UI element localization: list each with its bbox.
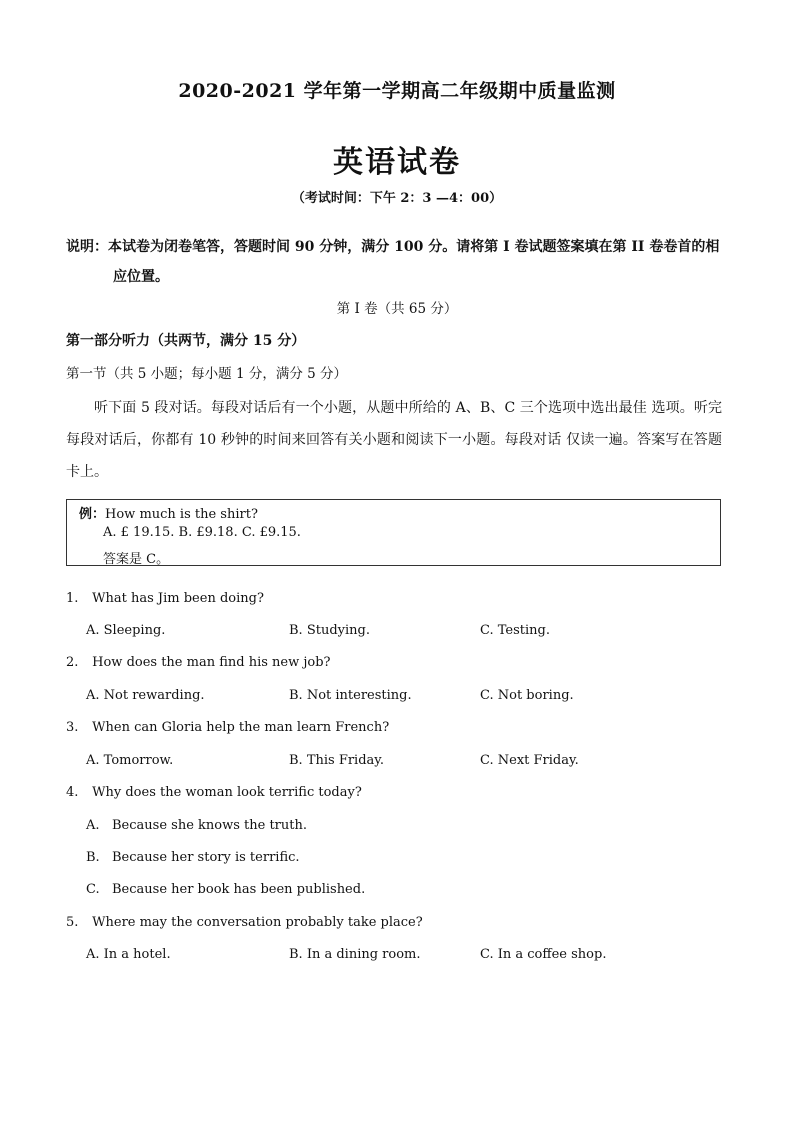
exam-time: （考试时间：下午 2：3 —4：00） xyxy=(291,191,503,206)
option-text: Because her story is terrific. xyxy=(112,850,300,865)
option-c[interactable] xyxy=(86,882,365,897)
option-c[interactable]: C. Next Friday. xyxy=(480,753,579,768)
question-number: 1. xyxy=(66,591,79,606)
part-heading: 第一部分听力（共两节，满分 15 分） xyxy=(66,333,306,349)
instructions xyxy=(66,232,726,292)
question-number: 2. xyxy=(66,655,79,670)
option-b[interactable] xyxy=(86,850,300,865)
option-a[interactable] xyxy=(86,818,307,833)
option-c[interactable]: C. Testing. xyxy=(480,623,550,638)
option-b[interactable]: B. Studying. xyxy=(289,623,370,638)
example-question-line xyxy=(79,503,258,522)
subject-title: 英语试卷 xyxy=(333,145,461,180)
question-text: Why does the woman look terrific today? xyxy=(92,785,362,800)
volume-heading: 第 I 卷（共 65 分） xyxy=(336,301,458,317)
option-letter: C. xyxy=(86,882,100,897)
question-5 xyxy=(66,915,423,930)
question-1 xyxy=(66,591,264,606)
question-number: 3. xyxy=(66,720,79,735)
listening-directions: 听下面 5 段对话。每段对话后有一个小题，从题中所给的 A、B、C 三个选项中选出最佳 选项。听完每段对话后，你都有 10 秒钟的时间来回答有关小题和阅读下一小题。每段对话 仅读一遍。答案写在答题卡上。 xyxy=(66,400,722,480)
option-b[interactable]: B. In a dining room. xyxy=(289,947,421,962)
option-text: Because she knows the truth. xyxy=(112,818,307,833)
option-c[interactable]: C. Not boring. xyxy=(480,688,574,703)
option-letter: B. xyxy=(86,850,100,865)
question-text: When can Gloria help the man learn French? xyxy=(92,720,390,735)
question-text: What has Jim been doing? xyxy=(92,591,264,606)
example-options: A. £ 19.15. B. £9.18. C. £9.15. xyxy=(103,525,301,540)
option-a[interactable]: A. In a hotel. xyxy=(86,947,171,962)
option-c[interactable]: C. In a coffee shop. xyxy=(480,947,607,962)
option-a[interactable]: A. Tomorrow. xyxy=(86,753,174,768)
instructions-line-2: 应位置。 xyxy=(113,269,169,285)
question-2 xyxy=(66,655,331,670)
section-heading: 第一节（共 5 小题；每小题 1 分，满分 5 分） xyxy=(66,366,348,382)
option-b[interactable]: B. This Friday. xyxy=(289,753,385,768)
instructions-line-1: 说明：本试卷为闭卷笔答，答题时间 90 分钟，满分 100 分。请将第 I 卷试题签案填在第 II 卷卷首的相 xyxy=(66,239,720,255)
option-b[interactable]: B. Not interesting. xyxy=(289,688,412,703)
question-number: 4. xyxy=(66,785,79,800)
question-4 xyxy=(66,785,362,800)
example-box xyxy=(66,499,721,566)
option-text: Because her book has been published. xyxy=(112,882,366,897)
question-3 xyxy=(66,720,389,735)
option-a[interactable]: A. Not rewarding. xyxy=(86,688,205,703)
question-number: 5. xyxy=(66,915,79,930)
example-label: 例： xyxy=(79,507,106,522)
option-a[interactable]: A. Sleeping. xyxy=(86,623,166,638)
example-answer: 答案是 C。 xyxy=(103,552,170,567)
option-letter: A. xyxy=(86,818,100,833)
exam-title: 2020-2021 学年第一学期高二年级期中质量监测 xyxy=(178,80,616,102)
question-text: How does the man find his new job? xyxy=(92,655,331,670)
question-text: Where may the conversation probably take place? xyxy=(92,915,423,930)
example-question: How much is the shirt? xyxy=(105,507,258,522)
